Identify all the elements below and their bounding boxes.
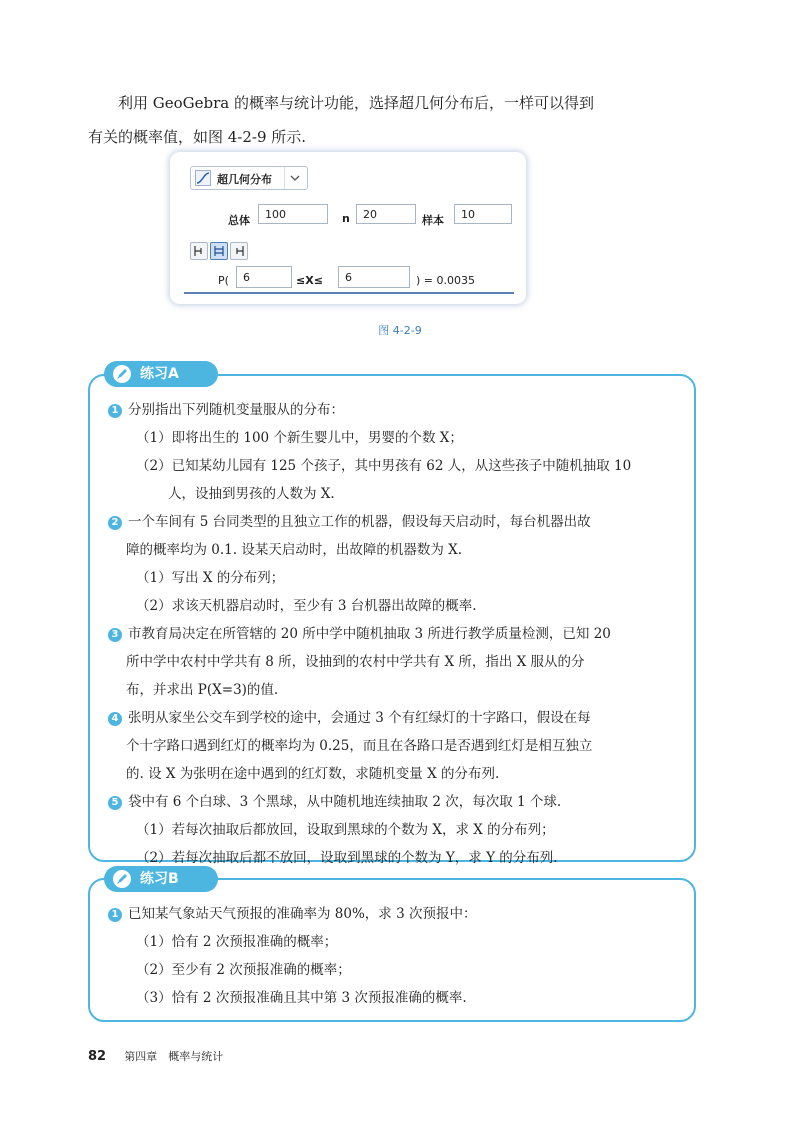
figure-caption: 图 4-2-9 <box>378 324 422 337</box>
exercise-text: 分别指出下列随机变量服从的分布： <box>128 402 344 418</box>
sample-input[interactable]: 10 <box>454 204 512 224</box>
left-tail-button[interactable] <box>190 242 208 260</box>
intro-line-1: 利用 GeoGebra 的概率与统计功能，选择超几何分布后，一样可以得到 <box>118 94 595 112</box>
prob-result: ) = 0.0035 <box>416 274 475 287</box>
sub-question-continued: 人，设抽到男孩的人数为 X. <box>168 486 335 502</box>
chapter-title: 第四章 概率与统计 <box>124 1050 224 1063</box>
interval-button[interactable] <box>210 242 228 260</box>
distribution-curve-icon <box>195 170 211 186</box>
page-footer <box>88 1048 223 1064</box>
exercise-number: 1 <box>108 404 122 418</box>
prob-mid-label: ≤X≤ <box>296 274 323 287</box>
exercise-number: 5 <box>108 796 122 810</box>
practice-a-title: 练习A <box>140 366 179 382</box>
exercise-number: 1 <box>108 908 122 922</box>
sub-question: （1）若每次抽取后都放回，设取到黑球的个数为 X，求 X 的分布列； <box>136 822 555 838</box>
prob-high-input[interactable]: 6 <box>338 266 410 288</box>
exercise-text: 一个车间有 5 台同类型的且独立工作的机器，假设每天启动时，每台机器出故 <box>128 514 591 530</box>
practice-a-header <box>104 361 218 387</box>
exercise-text: 袋中有 6 个白球、3 个黑球，从中随机地连续抽取 2 次，每次取 1 个球. <box>128 794 562 810</box>
sub-question: （1）写出 X 的分布列； <box>136 570 285 586</box>
right-tail-button[interactable] <box>230 242 248 260</box>
exercise-text-continued: 布，并求出 P(X=3)的值. <box>126 682 279 698</box>
exercise-text: 已知某气象站天气预报的准确率为 80%，求 3 次预报中： <box>128 906 477 922</box>
sub-question: （3）恰有 2 次预报准确且其中第 3 次预报准确的概率. <box>136 990 467 1006</box>
intro-line-2: 有关的概率值，如图 4-2-9 所示. <box>88 128 307 146</box>
prob-low-input[interactable]: 6 <box>236 266 292 288</box>
prob-open-label: P( <box>218 274 229 287</box>
sub-question: （2）求该天机器启动时，至少有 3 台机器出故障的概率. <box>136 598 477 614</box>
exercise-a4 <box>108 704 688 732</box>
n-input[interactable]: 20 <box>356 204 416 224</box>
practice-b-list <box>108 900 688 1012</box>
exercise-a5 <box>108 788 688 816</box>
exercise-text-continued: 障的概率均为 0.1. 设某天启动时，出故障的机器数为 X. <box>126 542 463 558</box>
exercise-text-continued: 个十字路口遇到红灯的概率均为 0.25，而且在各路口是否遇到红灯是相互独立 <box>126 738 593 754</box>
exercise-text: 张明从家坐公交车到学校的途中，会通过 3 个有红绿灯的十字路口，假设在每 <box>128 710 591 726</box>
exercise-number: 2 <box>108 516 122 530</box>
sub-question: （2）若每次抽取后都不放回，设取到黑球的个数为 Y，求 Y 的分布列. <box>136 850 558 866</box>
exercise-text-continued: 所中学中农村中学共有 8 所，设抽到的农村中学共有 X 所，指出 X 服从的分 <box>126 654 585 670</box>
practice-b-header <box>104 866 218 892</box>
exercise-text-continued: 的. 设 X 为张明在途中遇到的红灯数，求随机变量 X 的分布列. <box>126 766 500 782</box>
exercise-a2 <box>108 508 688 536</box>
exercise-a1 <box>108 396 688 424</box>
sub-question: （2）已知某幼儿园有 125 个孩子，其中男孩有 62 人，从这些孩子中随机抽取 10 <box>136 458 632 474</box>
sample-label: 样本 <box>422 214 444 227</box>
chevron-down-icon[interactable] <box>284 167 305 189</box>
sub-question: （2）至少有 2 次预报准确的概率； <box>136 962 351 978</box>
pencil-icon <box>112 869 132 889</box>
practice-b-title: 练习B <box>140 871 179 887</box>
exercise-number: 3 <box>108 628 122 642</box>
distribution-select[interactable] <box>190 166 308 190</box>
exercise-b1 <box>108 900 688 928</box>
distribution-name: 超几何分布 <box>217 173 272 186</box>
exercise-text: 市教育局决定在所管辖的 20 所中学中随机抽取 3 所进行教学质量检测，已知 20 <box>128 626 611 642</box>
divider <box>184 292 514 294</box>
intro-paragraph <box>88 86 728 154</box>
exercise-a3 <box>108 620 688 648</box>
population-label: 总体 <box>228 214 250 227</box>
sub-question: （1）恰有 2 次预报准确的概率； <box>136 934 338 950</box>
population-input[interactable]: 100 <box>258 204 328 224</box>
geogebra-figure <box>170 152 526 304</box>
n-label: n <box>342 212 350 225</box>
sub-question: （1）即将出生的 100 个新生婴儿中，男婴的个数 X； <box>136 430 463 446</box>
pencil-icon <box>112 364 132 384</box>
exercise-number: 4 <box>108 712 122 726</box>
page-number: 82 <box>88 1049 107 1064</box>
practice-a-list <box>108 396 688 872</box>
